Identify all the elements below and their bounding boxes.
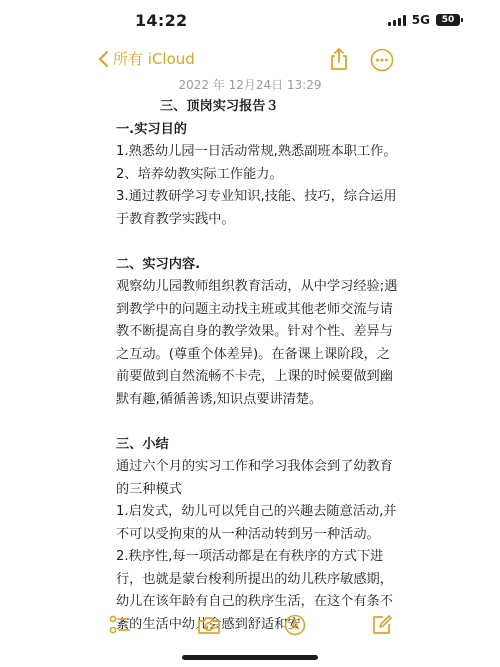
nav-bar bbox=[0, 44, 500, 78]
markup-icon[interactable] bbox=[284, 614, 306, 636]
note-heading: 二、实习内容. bbox=[116, 256, 201, 272]
note-paragraph: 1.熟悉幼儿园一日活动常规,熟悉副班本职工作。 bbox=[116, 144, 397, 159]
note-heading: 一.实习目的 bbox=[116, 121, 187, 137]
status-bar bbox=[0, 0, 500, 44]
note-heading: 三、小结 bbox=[116, 436, 169, 452]
note-blank-line bbox=[116, 411, 398, 434]
battery-icon bbox=[436, 14, 460, 26]
status-indicators bbox=[388, 13, 460, 27]
checklist-icon[interactable] bbox=[109, 614, 131, 636]
note-paragraph: 通过六个月的实习工作和学习我体会到了幼教育的三种模式 bbox=[116, 459, 393, 497]
bottom-toolbar bbox=[0, 610, 500, 640]
note-blank-line bbox=[116, 231, 398, 254]
note-body[interactable] bbox=[116, 96, 398, 636]
back-button-label: 所有 iCloud bbox=[113, 50, 195, 68]
note-title: 三、顶岗实习报告３ bbox=[160, 99, 279, 114]
compose-icon[interactable] bbox=[371, 614, 393, 636]
chevron-left-icon bbox=[98, 50, 109, 68]
home-indicator bbox=[182, 655, 318, 660]
note-paragraph: 观察幼儿园教师组织教育活动，从中学习经验;遇到教学中的问题主动找主班或其他老师交流与请教不断提高自身的教学效果。针对个性、差异与之互动。(尊重个体差异)。在备课上课阶段，之前要做到自然流畅不卡壳，上课的时候要做到幽默有趣,循循善诱,知识点要讲清楚。 bbox=[116, 279, 398, 407]
back-button[interactable] bbox=[98, 48, 195, 69]
cellular-signal-icon bbox=[388, 15, 406, 26]
note-timestamp: 2022 年 12月24日 13:29 bbox=[178, 78, 322, 92]
more-icon[interactable] bbox=[370, 48, 394, 72]
note-paragraph: 1.启发式，幼儿可以凭自己的兴趣去随意活动,并不可以受拘束的从一种活动转到另一种活动。 bbox=[116, 504, 397, 542]
status-time: 14:22 bbox=[135, 11, 188, 30]
note-paragraph: 3.通过教研学习专业知识,技能、技巧，综合运用于教育教学实践中。 bbox=[116, 189, 397, 227]
share-icon[interactable] bbox=[328, 47, 350, 71]
note-paragraph: 2.秩序性,每一项活动都是在有秩序的方式下进行，也就是蒙台梭利所提出的幼儿秩序敏感期，幼儿在该年龄有自己的秩序生活，在这个有条不紊的生活中幼儿会感到舒适和安 bbox=[116, 549, 393, 632]
network-type: 5G bbox=[411, 13, 430, 27]
camera-icon[interactable] bbox=[197, 614, 221, 636]
battery-level: 50 bbox=[441, 15, 455, 25]
note-paragraph: 2、培养幼教实际工作能力。 bbox=[116, 166, 283, 182]
